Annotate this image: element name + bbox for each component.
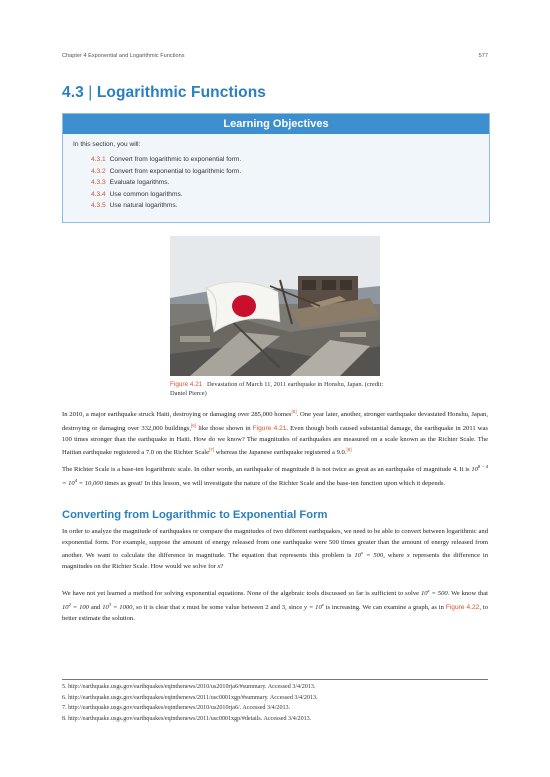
- math-variable: x: [217, 562, 221, 570]
- objective-number: 4.3.5: [91, 202, 106, 210]
- text: like those shown in: [196, 424, 253, 432]
- section-separator: |: [88, 84, 93, 101]
- text: In 2010, a major earthquake struck Haiti, destroying or damaging over 285,000 homes: [62, 411, 292, 419]
- paragraph-exponential-equations: [62, 586, 488, 624]
- text: must be some value between 2 and 3, since: [184, 603, 305, 611]
- paragraph-haiti-japan: [62, 407, 488, 459]
- text: ?: [220, 562, 224, 570]
- math-expression: [62, 601, 89, 611]
- objective-number: 4.3.3: [91, 179, 106, 187]
- math-expression: [354, 552, 384, 559]
- math-exponent: 4: [74, 477, 77, 483]
- figure-4-22-link[interactable]: Figure 4.22: [445, 603, 480, 611]
- math: =: [62, 479, 69, 487]
- math-exponent: x: [427, 588, 430, 593]
- math: = 500.: [429, 590, 450, 598]
- footnote-item: 5. http://earthquake.usgs.gov/earthquakes/eqinthenews/2010/us2010rja6/#summary. Accessed 3/4/2013.: [62, 684, 316, 690]
- text: is increasing. We can examine a graph, as in: [323, 603, 446, 611]
- learning-objectives-heading: Learning Objectives: [63, 114, 489, 134]
- math: = 1000,: [111, 603, 135, 611]
- footnote-item: 8. http://earthquake.usgs.gov/earthquakes/eqinthenews/2011/usc0001xgp/#details. Accessed 3/4/2013.: [62, 715, 312, 722]
- math: 10: [315, 603, 322, 611]
- text: We know that: [449, 590, 488, 598]
- page-number: 577: [478, 53, 488, 59]
- footnote-divider: [62, 679, 488, 680]
- text: so it is clear that: [134, 603, 182, 611]
- objective-number: 4.3.1: [91, 156, 106, 163]
- objective-text: Evaluate logarithms.: [109, 179, 170, 187]
- objective-item: [91, 156, 241, 168]
- math: y: [304, 603, 307, 611]
- text: where: [384, 552, 407, 560]
- math: 10: [102, 603, 109, 611]
- objective-text: Convert from logarithmic to exponential form.: [109, 156, 242, 163]
- math: 10: [62, 603, 69, 611]
- math: 10: [354, 552, 361, 560]
- text: . Even though both caused substantial damage, the earthquake in 2011 was 100 times stronger than the earthquake in Haiti. How do we know? The magnitudes of earthquakes are measured on a scale known as the Richter Scale. The Haitian earthquake registered a 7.0 on the Richter Scale: [62, 424, 488, 457]
- objective-item: [91, 168, 241, 180]
- math-expression: [304, 601, 324, 611]
- math-variable: x: [406, 552, 410, 560]
- math-exponent: 3: [108, 601, 112, 607]
- text: In order to analyze the magnitude of earthquakes or compare the magnitudes of two different earthquakes, we need to be able to convert between logarithmic and exponential form. For example, suppose the amount of energy released from one earthquake were 500 times greater than the amount of energy released from another. We want to calculate the difference in magnitude. The equation that represents this problem is: [62, 528, 488, 560]
- objective-item: [91, 202, 241, 214]
- objective-item: [91, 179, 241, 191]
- subsection-heading: Converting from Logarithmic to Exponential Form: [62, 509, 328, 521]
- footnote-item: 6. http://earthquake.usgs.gov/earthquakes/eqinthenews/2011/usc0001xgp/#summary. Accessed 3/4/2013.: [62, 694, 318, 701]
- math: 10: [420, 590, 428, 598]
- text: represents the difference in magnitudes on the Richter Scale. How would we solve for: [62, 552, 488, 570]
- section-name: Logarithmic Functions: [96, 84, 266, 101]
- math: = 10,000: [77, 479, 103, 487]
- objectives-list: [91, 156, 241, 214]
- math: 10: [68, 479, 75, 487]
- figure-label: Figure 4.21: [170, 381, 203, 388]
- math-exponent: x: [321, 601, 324, 607]
- text: The Richter Scale is a base-ten logarithmic scale. In other words, an earthquake of magnitude 8 is not twice as great as an earthquake of magnitude 4. It is: [62, 466, 472, 474]
- math: =: [306, 603, 316, 611]
- footnote-ref-7[interactable]: [7]: [209, 447, 215, 453]
- footnote-ref-6[interactable]: [6]: [191, 422, 197, 428]
- math: = 100: [70, 603, 89, 611]
- objective-item: [91, 191, 241, 203]
- footnotes-list: [62, 684, 318, 726]
- learning-objectives-intro: In this section, you will:: [73, 141, 141, 148]
- footnote-ref-5[interactable]: [5]: [291, 409, 297, 414]
- figure-caption: [170, 380, 385, 399]
- section-title: [62, 84, 266, 102]
- math-exponent: x: [360, 550, 364, 556]
- earthquake-photo-illustration: [170, 236, 380, 376]
- objective-text: Convert from exponential to logarithmic form.: [109, 167, 242, 175]
- footnote-item: 7. http://earthquake.usgs.gov/earthquakes/eqinthenews/2010/us2010rja6/. Accessed 3/4/2013.: [62, 705, 291, 712]
- text: , to better estimate the solution.: [62, 603, 488, 622]
- objective-number: 4.3.4: [91, 190, 106, 198]
- learning-objectives-box: [62, 113, 490, 223]
- math-variable: x: [181, 603, 185, 611]
- text: times as great! In this lesson, we will investigate the nature of the Richter Scale and the base-ten function upon which it depends.: [102, 479, 446, 487]
- objective-text: Use common logarithms.: [109, 190, 183, 198]
- running-header: [62, 53, 488, 63]
- text: and: [88, 603, 103, 611]
- earthquake-photo: [170, 236, 380, 376]
- math: = 500,: [363, 552, 385, 560]
- math-expression: [421, 590, 449, 597]
- text: whereas the Japanese earthquake registered a 9.0.: [214, 449, 347, 457]
- chapter-title: Chapter 4 Exponential and Logarithmic Functions: [62, 53, 185, 59]
- math-exponent: 2: [68, 601, 71, 607]
- math-exponent: 8 − 4: [477, 464, 488, 469]
- math-expression: [102, 601, 135, 611]
- math: 10: [471, 466, 478, 474]
- objective-text: Use natural logarithms.: [109, 202, 178, 210]
- text: We have not yet learned a method for solving exponential equations. None of the algebraic tools discussed so far is sufficient to solve: [62, 590, 421, 598]
- section-number: 4.3: [62, 84, 84, 101]
- paragraph-convert-intro: [62, 527, 488, 573]
- text: . One year later, another, stronger earthquake devastated Honshu, Japan, destroying or damaging over 332,000 buildings,: [62, 411, 488, 432]
- objective-number: 4.3.2: [91, 167, 106, 175]
- footnote-ref-8[interactable]: [8]: [346, 447, 352, 453]
- paragraph-richter-scale: [62, 462, 488, 490]
- figure-4-21-link[interactable]: Figure 4.21: [252, 424, 287, 432]
- figure-caption-text: Devastation of March 11, 2011 earthquake in Honshu, Japan. (credit: Daniel Pierce): [170, 381, 384, 398]
